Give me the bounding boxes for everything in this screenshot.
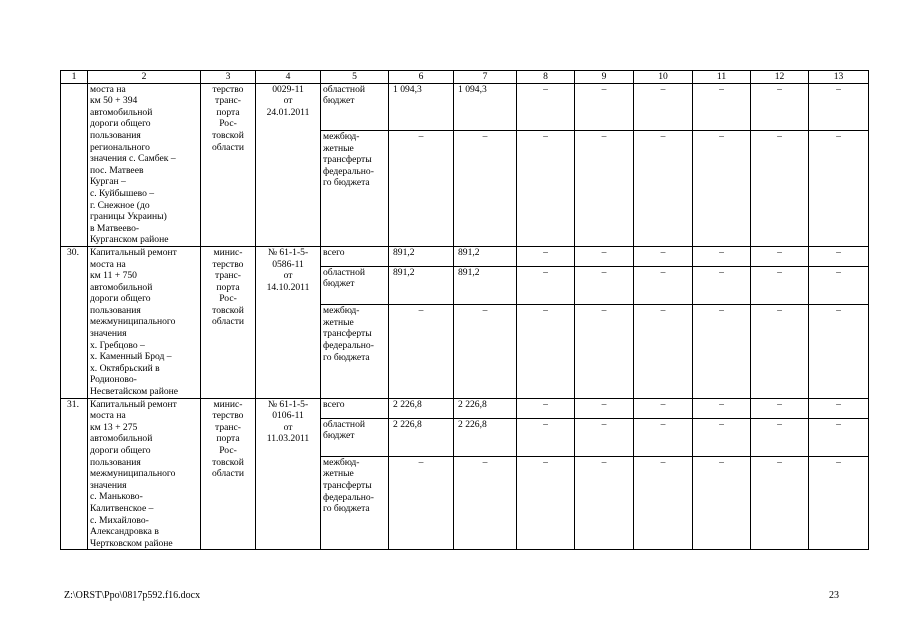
value-cell: – xyxy=(575,246,634,266)
value-cell: – xyxy=(809,398,869,418)
funding-source-cell: всего xyxy=(321,398,389,418)
value-cell: – xyxy=(693,456,751,549)
header-cell: 9 xyxy=(575,71,634,84)
header-cell: 10 xyxy=(634,71,693,84)
value-cell: – xyxy=(389,456,454,549)
budget-table xyxy=(60,70,869,550)
value-cell: – xyxy=(454,456,517,549)
value-cell: – xyxy=(751,398,809,418)
value-cell: – xyxy=(389,305,454,398)
value-cell: – xyxy=(634,131,693,247)
value-cell: – xyxy=(517,131,575,247)
header-cell: 11 xyxy=(693,71,751,84)
value-cell: – xyxy=(454,131,517,247)
value-cell: – xyxy=(517,266,575,304)
value-cell: – xyxy=(517,398,575,418)
value-cell: – xyxy=(809,418,869,456)
value-cell: 2 226,8 xyxy=(389,398,454,418)
object-name-cell: Капитальный ремонт моста на км 11 + 750 автомобильной дороги общего пользования межмуниципального значения х. Гребцово – х. Каменный Брод – х. Октябрьский в Родионово- Несветайском районе xyxy=(88,246,201,398)
funding-source-cell: межбюд- жетные трансферты федерально- го бюджета xyxy=(321,131,389,247)
row-number-cell xyxy=(61,83,88,246)
table-row xyxy=(61,246,869,266)
funding-source-cell: областной бюджет xyxy=(321,266,389,304)
value-cell: – xyxy=(517,456,575,549)
value-cell: – xyxy=(809,456,869,549)
value-cell: – xyxy=(693,131,751,247)
value-cell: – xyxy=(809,305,869,398)
organization-cell: терство транс- порта Рос- товской области xyxy=(201,83,256,246)
value-cell: – xyxy=(634,398,693,418)
header-cell: 2 xyxy=(88,71,201,84)
row-number-cell: 30. xyxy=(61,246,88,398)
value-cell: 2 226,8 xyxy=(389,418,454,456)
value-cell: – xyxy=(575,456,634,549)
header-cell: 6 xyxy=(389,71,454,84)
funding-source-cell: всего xyxy=(321,246,389,266)
organization-cell: минис- терство транс- порта Рос- товской области xyxy=(201,246,256,398)
funding-source-cell: областной бюджет xyxy=(321,418,389,456)
value-cell: – xyxy=(693,246,751,266)
header-row xyxy=(61,71,869,84)
document-cell: № 61-1-5- 0586-11 от 14.10.2011 xyxy=(256,246,321,398)
table-body xyxy=(61,71,869,550)
value-cell: – xyxy=(751,246,809,266)
value-cell: – xyxy=(634,456,693,549)
table-row xyxy=(61,398,869,418)
header-cell: 13 xyxy=(809,71,869,84)
object-name-cell: Капитальный ремонт моста на км 13 + 275 автомобильной дороги общего пользования межмуниципального значения с. Маньково- Калитвенское – с. Михайлово- Александровка в Чертковском районе xyxy=(88,398,201,550)
document-cell: 0029-11 от 24.01.2011 xyxy=(256,83,321,246)
value-cell: – xyxy=(809,131,869,247)
value-cell: – xyxy=(575,131,634,247)
document-cell: № 61-1-5- 0106-11 от 11.03.2011 xyxy=(256,398,321,550)
value-cell: 891,2 xyxy=(454,246,517,266)
funding-source-cell: межбюд- жетные трансферты федерально- го бюджета xyxy=(321,305,389,398)
header-cell: 8 xyxy=(517,71,575,84)
value-cell: – xyxy=(751,131,809,247)
value-cell: – xyxy=(634,246,693,266)
value-cell: – xyxy=(389,131,454,247)
value-cell: – xyxy=(693,398,751,418)
funding-source-cell: межбюд- жетные трансферты федерально- го бюджета xyxy=(321,456,389,549)
value-cell: 891,2 xyxy=(454,266,517,304)
value-cell: 891,2 xyxy=(389,246,454,266)
table-row xyxy=(61,83,869,131)
value-cell: – xyxy=(575,418,634,456)
value-cell: – xyxy=(693,83,751,131)
row-number-cell: 31. xyxy=(61,398,88,550)
value-cell: – xyxy=(809,266,869,304)
value-cell: – xyxy=(809,246,869,266)
value-cell: 2 226,8 xyxy=(454,398,517,418)
object-name-cell: моста на км 50 + 394 автомобильной дороги общего пользования регионального значения с. Самбек – пос. Матвеев Курган – с. Куйбышево – г. Снежное (до границы Украины) в Матвеево- Курганском районе xyxy=(88,83,201,246)
value-cell: 1 094,3 xyxy=(389,83,454,131)
value-cell: – xyxy=(751,418,809,456)
value-cell: – xyxy=(575,305,634,398)
header-cell: 5 xyxy=(321,71,389,84)
value-cell: – xyxy=(809,83,869,131)
value-cell: – xyxy=(575,83,634,131)
value-cell: – xyxy=(634,305,693,398)
value-cell: – xyxy=(454,305,517,398)
header-cell: 12 xyxy=(751,71,809,84)
value-cell: – xyxy=(751,456,809,549)
value-cell: – xyxy=(575,266,634,304)
header-cell: 3 xyxy=(201,71,256,84)
value-cell: – xyxy=(634,266,693,304)
value-cell: – xyxy=(517,83,575,131)
value-cell: – xyxy=(575,398,634,418)
value-cell: 891,2 xyxy=(389,266,454,304)
header-cell: 1 xyxy=(61,71,88,84)
value-cell: 1 094,3 xyxy=(454,83,517,131)
value-cell: – xyxy=(693,418,751,456)
header-cell: 4 xyxy=(256,71,321,84)
value-cell: – xyxy=(751,83,809,131)
value-cell: – xyxy=(751,305,809,398)
value-cell: – xyxy=(751,266,809,304)
value-cell: – xyxy=(634,83,693,131)
value-cell: – xyxy=(517,418,575,456)
value-cell: – xyxy=(517,305,575,398)
value-cell: – xyxy=(693,266,751,304)
organization-cell: минис- терство транс- порта Рос- товской области xyxy=(201,398,256,550)
funding-source-cell: областной бюджет xyxy=(321,83,389,131)
value-cell: – xyxy=(634,418,693,456)
header-cell: 7 xyxy=(454,71,517,84)
value-cell: – xyxy=(693,305,751,398)
value-cell: – xyxy=(517,246,575,266)
value-cell: 2 226,8 xyxy=(454,418,517,456)
footer-page-number: 23 xyxy=(829,590,839,601)
footer-file-path: Z:\ORST\Ppo\0817p592.f16.docx xyxy=(64,590,201,601)
